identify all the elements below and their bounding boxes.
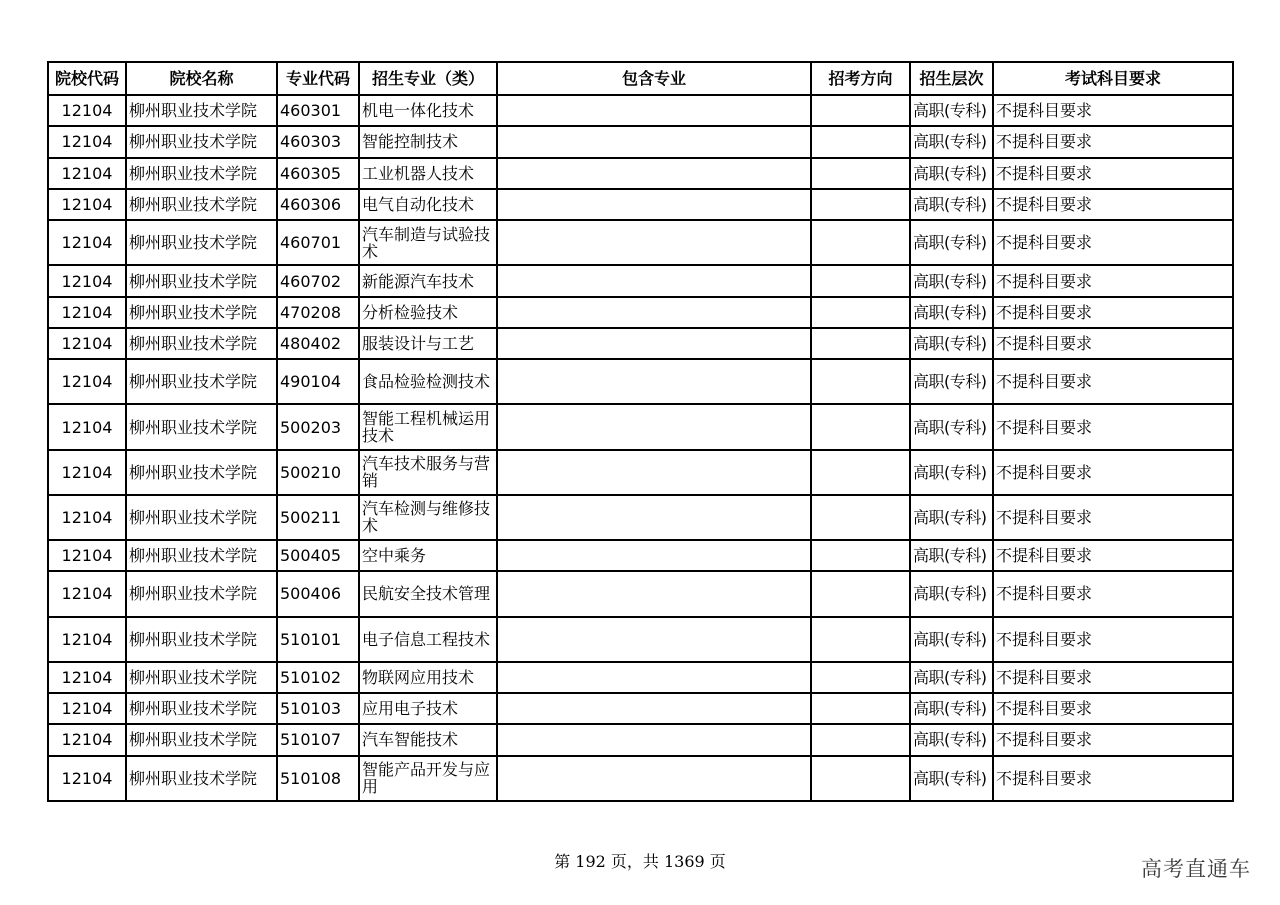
cell-level: 高职(专科) xyxy=(910,359,993,404)
cell-subject-requirement: 不提科目要求 xyxy=(993,359,1233,404)
cell-school-code: 12104 xyxy=(48,328,126,359)
cell-major: 空中乘务 xyxy=(359,540,497,571)
cell-major-code: 480402 xyxy=(277,328,359,359)
cell-direction xyxy=(811,189,910,220)
table-body xyxy=(48,95,1233,801)
table-row xyxy=(48,693,1233,724)
cell-direction xyxy=(811,756,910,801)
cell-major-code: 460702 xyxy=(277,265,359,296)
cell-subject-requirement: 不提科目要求 xyxy=(993,756,1233,801)
cell-school-code: 12104 xyxy=(48,724,126,755)
cell-direction xyxy=(811,158,910,189)
cell-level: 高职(专科) xyxy=(910,540,993,571)
cell-direction xyxy=(811,450,910,495)
cell-major: 民航安全技术管理 xyxy=(359,571,497,616)
table-row xyxy=(48,158,1233,189)
cell-major: 机电一体化技术 xyxy=(359,95,497,126)
cell-school-code: 12104 xyxy=(48,359,126,404)
cell-major-code: 500405 xyxy=(277,540,359,571)
cell-included-majors xyxy=(497,297,811,328)
cell-direction xyxy=(811,571,910,616)
cell-level: 高职(专科) xyxy=(910,450,993,495)
cell-school-name: 柳州职业技术学院 xyxy=(126,450,277,495)
cell-major-code: 460701 xyxy=(277,220,359,265)
table-row xyxy=(48,220,1233,265)
cell-school-code: 12104 xyxy=(48,617,126,662)
table-row xyxy=(48,297,1233,328)
cell-level: 高职(专科) xyxy=(910,404,993,449)
cell-included-majors xyxy=(497,189,811,220)
cell-major-code: 500211 xyxy=(277,495,359,540)
cell-included-majors xyxy=(497,158,811,189)
table-row xyxy=(48,328,1233,359)
cell-subject-requirement: 不提科目要求 xyxy=(993,495,1233,540)
cell-direction xyxy=(811,724,910,755)
cell-subject-requirement: 不提科目要求 xyxy=(993,189,1233,220)
cell-level: 高职(专科) xyxy=(910,297,993,328)
cell-level: 高职(专科) xyxy=(910,126,993,157)
cell-school-name: 柳州职业技术学院 xyxy=(126,265,277,296)
cell-major-code: 510101 xyxy=(277,617,359,662)
cell-major-code: 460301 xyxy=(277,95,359,126)
header-major: 招生专业（类） xyxy=(359,62,497,95)
cell-level: 高职(专科) xyxy=(910,95,993,126)
cell-direction xyxy=(811,265,910,296)
cell-level: 高职(专科) xyxy=(910,189,993,220)
header-level: 招生层次 xyxy=(910,62,993,95)
page-number: 第 192 页，共 1369 页 xyxy=(554,852,726,871)
cell-school-name: 柳州职业技术学院 xyxy=(126,328,277,359)
cell-major-code: 460305 xyxy=(277,158,359,189)
cell-school-name: 柳州职业技术学院 xyxy=(126,189,277,220)
cell-level: 高职(专科) xyxy=(910,662,993,693)
cell-included-majors xyxy=(497,662,811,693)
cell-school-name: 柳州职业技术学院 xyxy=(126,662,277,693)
cell-major-code: 510108 xyxy=(277,756,359,801)
cell-included-majors xyxy=(497,724,811,755)
table-row xyxy=(48,265,1233,296)
cell-included-majors xyxy=(497,495,811,540)
cell-direction xyxy=(811,617,910,662)
table-row xyxy=(48,450,1233,495)
cell-school-code: 12104 xyxy=(48,297,126,328)
cell-included-majors xyxy=(497,359,811,404)
cell-major: 分析检验技术 xyxy=(359,297,497,328)
cell-level: 高职(专科) xyxy=(910,693,993,724)
cell-school-name: 柳州职业技术学院 xyxy=(126,404,277,449)
cell-school-code: 12104 xyxy=(48,220,126,265)
cell-school-name: 柳州职业技术学院 xyxy=(126,95,277,126)
table-row xyxy=(48,359,1233,404)
cell-direction xyxy=(811,662,910,693)
cell-level: 高职(专科) xyxy=(910,756,993,801)
cell-school-name: 柳州职业技术学院 xyxy=(126,617,277,662)
table-row xyxy=(48,495,1233,540)
cell-included-majors xyxy=(497,617,811,662)
cell-major-code: 510103 xyxy=(277,693,359,724)
cell-school-code: 12104 xyxy=(48,693,126,724)
cell-major-code: 460303 xyxy=(277,126,359,157)
cell-included-majors xyxy=(497,328,811,359)
table-row xyxy=(48,756,1233,801)
header-school-code: 院校代码 xyxy=(48,62,126,95)
cell-direction xyxy=(811,328,910,359)
cell-major-code: 460306 xyxy=(277,189,359,220)
cell-school-name: 柳州职业技术学院 xyxy=(126,359,277,404)
cell-major: 服装设计与工艺 xyxy=(359,328,497,359)
cell-level: 高职(专科) xyxy=(910,617,993,662)
header-school-name: 院校名称 xyxy=(126,62,277,95)
cell-level: 高职(专科) xyxy=(910,571,993,616)
admission-majors-table xyxy=(47,61,1234,802)
cell-major: 汽车检测与维修技术 xyxy=(359,495,497,540)
cell-subject-requirement: 不提科目要求 xyxy=(993,265,1233,296)
cell-major: 智能控制技术 xyxy=(359,126,497,157)
cell-major-code: 470208 xyxy=(277,297,359,328)
cell-major-code: 510107 xyxy=(277,724,359,755)
cell-major: 物联网应用技术 xyxy=(359,662,497,693)
cell-subject-requirement: 不提科目要求 xyxy=(993,450,1233,495)
header-subject-requirement: 考试科目要求 xyxy=(993,62,1233,95)
cell-major: 电气自动化技术 xyxy=(359,189,497,220)
cell-direction xyxy=(811,95,910,126)
cell-subject-requirement: 不提科目要求 xyxy=(993,617,1233,662)
cell-school-code: 12104 xyxy=(48,189,126,220)
cell-major: 电子信息工程技术 xyxy=(359,617,497,662)
cell-subject-requirement: 不提科目要求 xyxy=(993,724,1233,755)
cell-school-name: 柳州职业技术学院 xyxy=(126,540,277,571)
cell-direction xyxy=(811,495,910,540)
header-included-majors: 包含专业 xyxy=(497,62,811,95)
cell-school-code: 12104 xyxy=(48,265,126,296)
cell-major: 食品检验检测技术 xyxy=(359,359,497,404)
cell-subject-requirement: 不提科目要求 xyxy=(993,95,1233,126)
cell-direction xyxy=(811,404,910,449)
cell-school-name: 柳州职业技术学院 xyxy=(126,571,277,616)
cell-subject-requirement: 不提科目要求 xyxy=(993,404,1233,449)
cell-major: 汽车制造与试验技术 xyxy=(359,220,497,265)
cell-major-code: 490104 xyxy=(277,359,359,404)
table-row xyxy=(48,404,1233,449)
cell-school-code: 12104 xyxy=(48,404,126,449)
header-major-code: 专业代码 xyxy=(277,62,359,95)
cell-subject-requirement: 不提科目要求 xyxy=(993,662,1233,693)
cell-included-majors xyxy=(497,126,811,157)
cell-subject-requirement: 不提科目要求 xyxy=(993,540,1233,571)
cell-school-code: 12104 xyxy=(48,662,126,693)
cell-subject-requirement: 不提科目要求 xyxy=(993,220,1233,265)
cell-school-code: 12104 xyxy=(48,126,126,157)
cell-major: 汽车智能技术 xyxy=(359,724,497,755)
cell-level: 高职(专科) xyxy=(910,220,993,265)
table-row xyxy=(48,95,1233,126)
cell-included-majors xyxy=(497,450,811,495)
table-row xyxy=(48,662,1233,693)
cell-included-majors xyxy=(497,756,811,801)
cell-school-code: 12104 xyxy=(48,571,126,616)
cell-school-code: 12104 xyxy=(48,158,126,189)
table-header-row xyxy=(48,62,1233,95)
cell-school-name: 柳州职业技术学院 xyxy=(126,297,277,328)
cell-level: 高职(专科) xyxy=(910,158,993,189)
cell-school-name: 柳州职业技术学院 xyxy=(126,220,277,265)
cell-major: 智能工程机械运用技术 xyxy=(359,404,497,449)
cell-major-code: 500203 xyxy=(277,404,359,449)
table-row xyxy=(48,189,1233,220)
cell-major-code: 510102 xyxy=(277,662,359,693)
cell-major: 新能源汽车技术 xyxy=(359,265,497,296)
cell-school-name: 柳州职业技术学院 xyxy=(126,756,277,801)
cell-school-name: 柳州职业技术学院 xyxy=(126,158,277,189)
cell-level: 高职(专科) xyxy=(910,328,993,359)
cell-included-majors xyxy=(497,693,811,724)
cell-subject-requirement: 不提科目要求 xyxy=(993,126,1233,157)
cell-subject-requirement: 不提科目要求 xyxy=(993,328,1233,359)
table-row xyxy=(48,126,1233,157)
cell-school-code: 12104 xyxy=(48,540,126,571)
cell-included-majors xyxy=(497,95,811,126)
header-direction: 招考方向 xyxy=(811,62,910,95)
cell-direction xyxy=(811,693,910,724)
cell-subject-requirement: 不提科目要求 xyxy=(993,297,1233,328)
cell-direction xyxy=(811,220,910,265)
cell-subject-requirement: 不提科目要求 xyxy=(993,158,1233,189)
cell-school-name: 柳州职业技术学院 xyxy=(126,693,277,724)
cell-major: 应用电子技术 xyxy=(359,693,497,724)
cell-level: 高职(专科) xyxy=(910,724,993,755)
table-row xyxy=(48,617,1233,662)
cell-included-majors xyxy=(497,265,811,296)
cell-direction xyxy=(811,126,910,157)
watermark: 高考直通车 xyxy=(1141,857,1251,881)
cell-school-code: 12104 xyxy=(48,495,126,540)
cell-level: 高职(专科) xyxy=(910,495,993,540)
table-row xyxy=(48,571,1233,616)
cell-school-name: 柳州职业技术学院 xyxy=(126,724,277,755)
cell-direction xyxy=(811,359,910,404)
cell-school-code: 12104 xyxy=(48,756,126,801)
cell-direction xyxy=(811,297,910,328)
cell-major: 工业机器人技术 xyxy=(359,158,497,189)
cell-included-majors xyxy=(497,540,811,571)
cell-included-majors xyxy=(497,220,811,265)
cell-level: 高职(专科) xyxy=(910,265,993,296)
cell-major-code: 500210 xyxy=(277,450,359,495)
cell-school-code: 12104 xyxy=(48,95,126,126)
cell-major-code: 500406 xyxy=(277,571,359,616)
table-row xyxy=(48,724,1233,755)
cell-subject-requirement: 不提科目要求 xyxy=(993,571,1233,616)
table-row xyxy=(48,540,1233,571)
cell-included-majors xyxy=(497,571,811,616)
cell-major: 智能产品开发与应用 xyxy=(359,756,497,801)
cell-school-name: 柳州职业技术学院 xyxy=(126,126,277,157)
cell-major: 汽车技术服务与营销 xyxy=(359,450,497,495)
cell-direction xyxy=(811,540,910,571)
cell-school-name: 柳州职业技术学院 xyxy=(126,495,277,540)
cell-school-code: 12104 xyxy=(48,450,126,495)
cell-subject-requirement: 不提科目要求 xyxy=(993,693,1233,724)
cell-included-majors xyxy=(497,404,811,449)
